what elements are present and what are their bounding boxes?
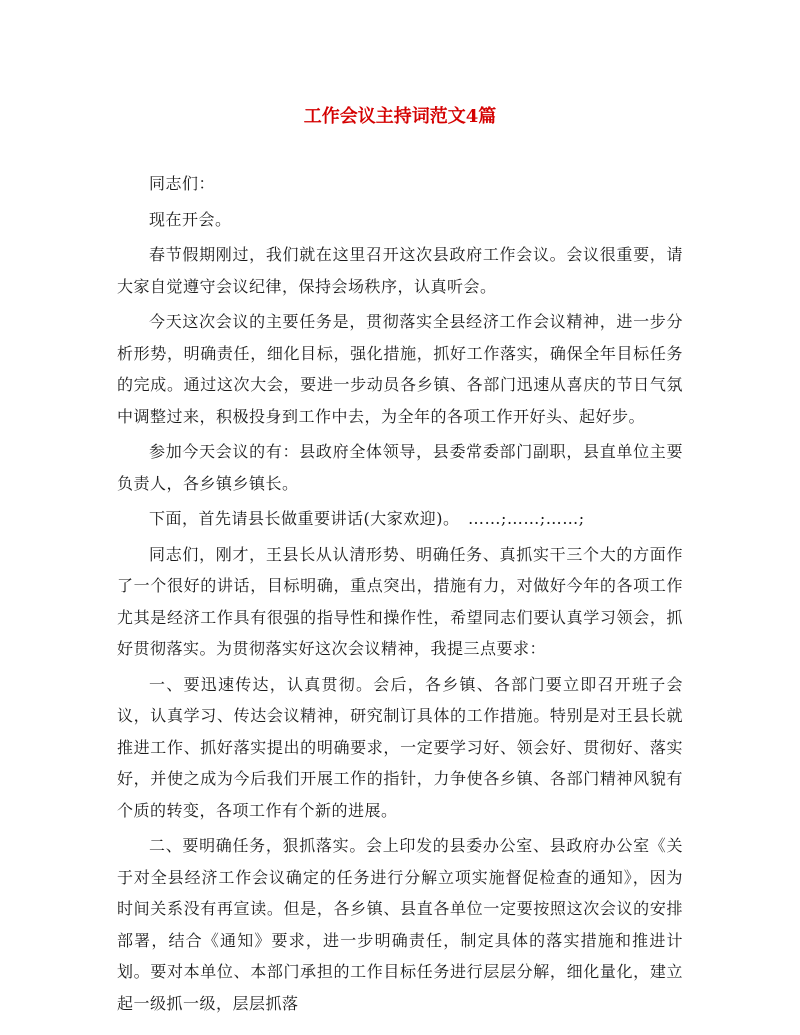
paragraph-attendees: 参加今天会议的有：县政府全体领导，县委常委部门副职，县直单位主要负责人，各乡镇乡镇长。 [117,442,683,493]
paragraph-requirement-2: 二、要明确任务，狠抓落实。会上印发的县委办公室、县政府办公室《关于对全县经济工作会议确定的任务进行分解立项实施督促检查的通知》，因为时间关系没有再宣读。但是，各乡镇、县直各单位一定要按照这次会议的安排部署，结合《通知》要求，进一步明确责任，制定具体的落实措施和推进计划。要对本单位、本部门承担的工作目标任务进行层层分解，细化量化，建立起一级抓一级，层层抓落 [117,836,683,1013]
paragraph-intro: 春节假期刚过，我们就在这里召开这次县政府工作会议。会议很重要，请大家自觉遵守会议纪律，保持会场秩序，认真听会。 [117,245,683,296]
paragraph-greeting: 同志们： [149,174,216,193]
document-body [117,168,683,1019]
paragraph-opening: 现在开会。 [149,209,232,229]
paragraph-requirement-1: 一、要迅速传达，认真贯彻。会后，各乡镇、各部门要立即召开班子会议，认真学习、传达会议精神，研究制订具体的工作措施。特别是对王县长就推进工作、抓好落实提出的明确要求，一定要学习好、领会好、贯彻好、落实好，并使之成为今后我们开展工作的指针，力争使各乡镇、各部门精神风貌有个质的转变，各项工作有个新的进展。 [117,674,683,820]
paragraph-speech-invite: 下面，首先请县长做重要讲话(大家欢迎)。 ……;……;……; [149,509,585,528]
paragraph-main-task: 今天这次会议的主要任务是，贯彻落实全县经济工作会议精神，进一步分析形势，明确责任，细化目标，强化措施，抓好工作落实，确保全年目标任务的完成。通过这次大会，要进一步动员各乡镇、各部门迅速从喜庆的节日气氛中调整过来，积极投身到工作中去，为全年的各项工作开好头、起好步。 [117,312,683,426]
paragraph-summary: 同志们，刚才，王县长从认清形势、明确任务、真抓实干三个大的方面作了一个很好的讲话，目标明确，重点突出，措施有力，对做好今年的各项工作尤其是经济工作具有很强的指导性和操作性，希望同志们要认真学习领会，抓好贯彻落实。为贯彻落实好这次会议精神，我提三点要求： [117,544,683,658]
document-title: 工作会议主持词范文4篇 [303,106,497,127]
